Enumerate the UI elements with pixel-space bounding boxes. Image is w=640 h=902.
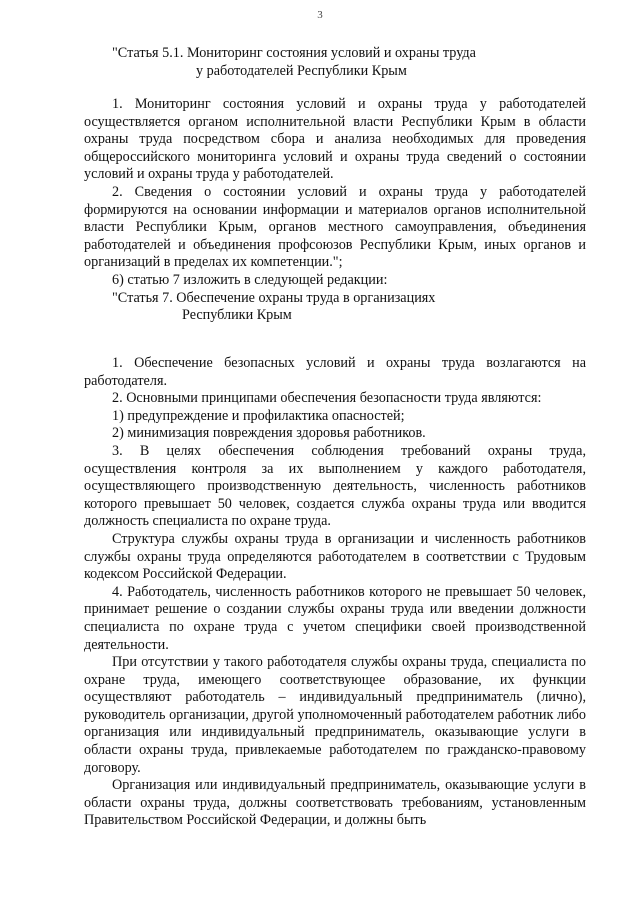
article-7-title-line2: Республики Крым bbox=[182, 307, 292, 324]
article-7-paragraph-4b: При отсутствии у такого работодателя службы охраны труда, специалиста по охране труда, имеющего соответствующее образование, их функции осуществляют работодатель – индивидуальный предприниматель (лично), руководитель организации, другой уполномоченный работодателем работник либо организация или индивидуальный предприниматель, оказывающие услуги в области охраны труда, привлекаемые работодателем по гражданско-правовому договору. bbox=[84, 654, 586, 776]
article-7-title-line1: "Статья 7. Обеспечение охраны труда в организациях bbox=[112, 289, 436, 306]
article-7-body bbox=[84, 355, 586, 830]
article-5-1-paragraph-1: 1. Мониторинг состояния условий и охраны труда у работодателей осуществляется органом исполнительной власти Республики Крым в области охраны труда посредством сбора и анализа необходимых для проведения общероссийского мониторинга условий и охраны труда сведений о состоянии условий и охраны труда у работодателей. bbox=[84, 96, 586, 183]
page-number: 3 bbox=[317, 9, 323, 21]
article-5-1-body bbox=[84, 96, 586, 325]
article-5-1-title-line2: у работодателей Республики Крым bbox=[196, 63, 407, 79]
article-7-paragraph-3b: Структура службы охраны труда в организации и численность работников службы охраны труда определяются работодателем в соответствии с Трудовым кодексом Российской Федерации. bbox=[84, 530, 586, 583]
article-7-paragraph-2: 2. Основными принципами обеспечения безопасности труда являются: bbox=[112, 390, 542, 407]
article-5-1-title-line1: "Статья 5.1. Мониторинг состояния условий и охраны труда bbox=[112, 45, 476, 61]
article-7-heading bbox=[84, 290, 586, 325]
article-7-paragraph-4: 4. Работодатель, численность работников которого не превышает 50 человек, принимает решение о создании службы охраны труда или введении должности специалиста по охране труда с учетом специфики своей производственной деятельности. bbox=[84, 583, 586, 653]
article-7-list-item-1: 1) предупреждение и профилактика опасностей; bbox=[112, 407, 405, 424]
article-5-1-heading bbox=[112, 44, 572, 80]
article-7-paragraph-4c: Организация или индивидуальный предприниматель, оказывающие услуги в области охраны труда, должны соответствовать требованиям, установленным Правительством Российской Федерации, и должны быть bbox=[84, 777, 586, 829]
article-5-1-paragraph-2: 2. Сведения о состоянии условий и охраны труда у работодателей формируются на основании информации и материалов органов исполнительной власти Республики Крым, органов местного самоуправления, объединения работодателей и объединения профсоюзов Республики Крым, иных органов и организаций в пределах их компетенции."; bbox=[84, 183, 586, 271]
article-7-paragraph-1: 1. Обеспечение безопасных условий и охраны труда возлагаются на работодателя. bbox=[84, 355, 586, 389]
amendment-instruction: 6) статью 7 изложить в следующей редакции: bbox=[112, 271, 388, 288]
article-7-paragraph-3: 3. В целях обеспечения соблюдения требований охраны труда, осуществления контроля за их выполнением у каждого работодателя, осуществляющего производственную деятельность, численность работников которого превышает 50 человек, создается служба охраны труда или вводится должность специалиста по охране труда. bbox=[84, 442, 586, 530]
article-7-list-item-2: 2) минимизация повреждения здоровья работников. bbox=[112, 425, 426, 442]
